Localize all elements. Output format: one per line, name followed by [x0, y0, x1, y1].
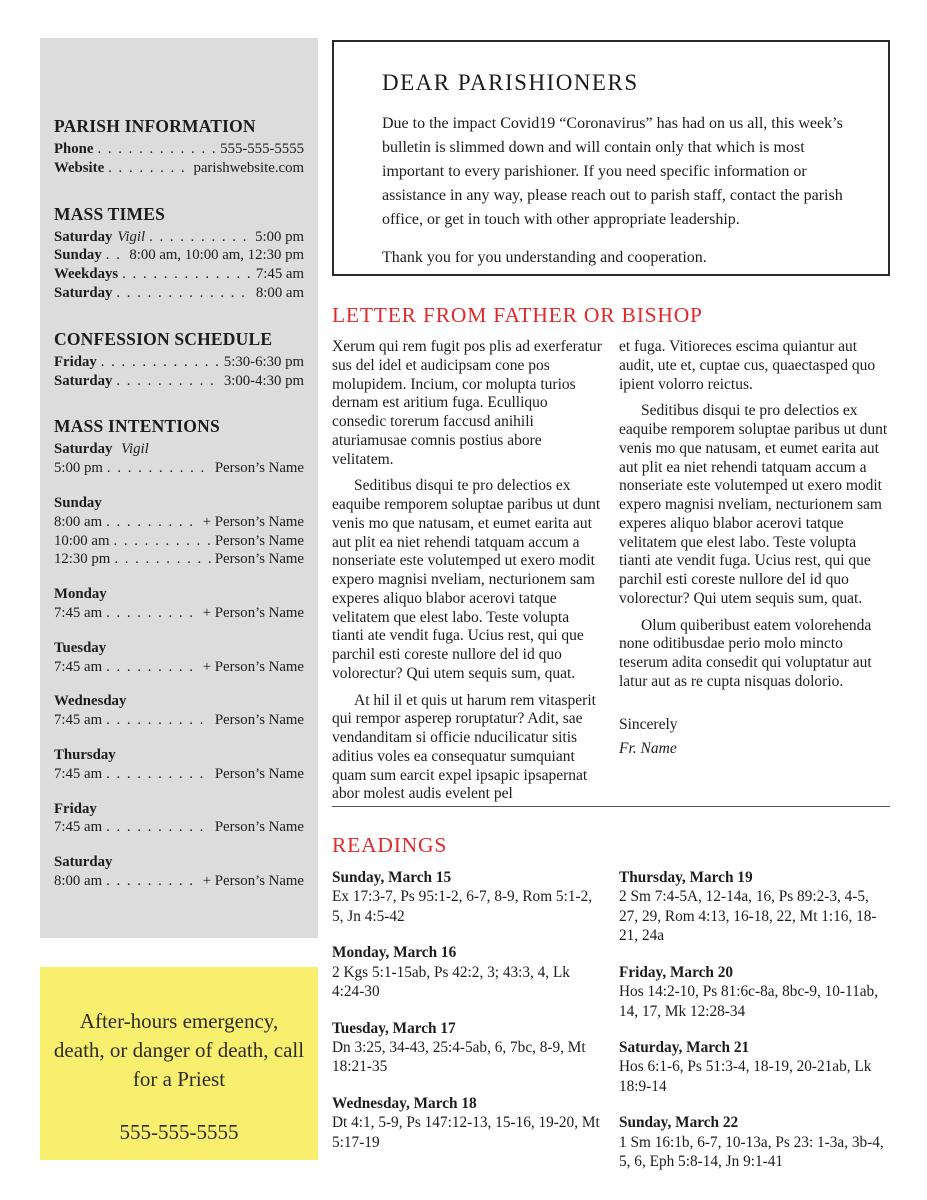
reading-entry: [619, 1038, 890, 1096]
dot-leader: [106, 604, 199, 623]
mass-times-heading: MASS TIMES: [54, 203, 166, 224]
dot-leader: [106, 658, 199, 677]
mass-intentions-section: [54, 416, 304, 890]
phone-value: 555-555-5555: [220, 141, 304, 157]
parish-information-heading: PARISH INFORMATION: [54, 116, 256, 136]
emergency-notice-box: [40, 967, 318, 1160]
intention-group: [54, 585, 304, 623]
intention-row: 8:00 am . . . + Person’s Name: [54, 872, 304, 891]
reading-entry: [332, 1094, 603, 1152]
dot-leader: [97, 140, 216, 159]
reading-entry: [332, 868, 603, 926]
reading-entry: [619, 963, 890, 1021]
intention-group: [54, 853, 304, 891]
intention-row: 8:00 am . . . + Person’s Name: [54, 513, 304, 532]
letter-signature: Fr. Name: [619, 740, 677, 758]
intention-row: 5:00 pm . . . Person’s Name: [54, 459, 304, 478]
intention-row: 7:45 am . . . + Person’s Name: [54, 658, 304, 677]
reading-refs: 1 Sm 16:1b, 6-7, 10-13a, Ps 23: 1-3a, 3b-4, 5, 6, Eph 5:8-14, Jn 9:1-41: [619, 1133, 884, 1171]
letter-closing: Sincerely: [619, 715, 678, 733]
dot-leader: [106, 711, 211, 730]
reading-refs: 2 Sm 7:4-5A, 12-14a, 16, Ps 89:2-3, 4-5, 27, 29, Rom 4:13, 16-18, 22, Mt 1:16, 18-21, 24a: [619, 888, 877, 945]
announcement-title: DEAR PARISHIONERS: [382, 70, 639, 95]
dot-leader: [101, 353, 220, 372]
confession-schedule-heading: CONFESSION SCHEDULE: [54, 328, 273, 349]
phone-label: Phone: [54, 141, 94, 157]
intention-day: Sunday: [54, 494, 102, 511]
dot-leader: [107, 459, 211, 478]
dot-leader: [149, 228, 251, 247]
intention-day: Friday: [54, 800, 97, 817]
reading-refs: Hos 6:1-6, Ps 51:3-4, 18-19, 20-21ab, Lk 18:9-14: [619, 1058, 872, 1095]
reading-entry: [619, 868, 890, 946]
intention-group: [54, 692, 304, 730]
dot-leader: [106, 765, 211, 784]
dot-leader: [106, 818, 211, 837]
parish-sidebar: [40, 38, 318, 938]
mass-times-section: [54, 204, 304, 303]
intention-row: 7:45 am . . . Person’s Name: [54, 765, 304, 784]
confession-schedule-section: [54, 329, 304, 391]
intention-row: 12:30 pm . . . Person’s Name: [54, 550, 304, 569]
letter-paragraph: et fuga. Vitioreces escima quiantur aut audit, ute et, cuptae cus, quaectasped quo ipient volorro reictus.: [619, 338, 876, 393]
reading-day: Tuesday, March 17: [332, 1019, 456, 1037]
letter-paragraph: Olum quiberibust eatem volorehenda none oditibusdae perio molo mincto teserum adita consedit qui voluptatur aut latur aut as re cupta nisquas dolorio.: [619, 616, 872, 690]
dot-leader: [122, 265, 252, 284]
mass-time-row: Saturday . . . 8:00 am: [54, 284, 304, 303]
readings-section-title: READINGS: [332, 833, 448, 857]
intention-group: [54, 800, 304, 838]
dot-leader: [116, 284, 252, 303]
mass-intentions-heading: MASS INTENTIONS: [54, 416, 220, 437]
intention-group: [54, 440, 304, 478]
dot-leader: [114, 550, 211, 569]
readings-list: [332, 868, 890, 1188]
website-label: Website: [54, 159, 105, 176]
website-value: parishwebsite.com: [193, 159, 304, 176]
reading-day: Saturday, March 21: [619, 1038, 750, 1056]
phone-row: [54, 140, 304, 159]
intention-day: Saturday Vigil: [54, 441, 149, 458]
letter-paragraph: Xerum qui rem fugit pos plis ad exerferatur sus del idel et audicipsam cone pos molupidem. Incium, cor molupta turios dernam est aritium fuga. Eculliquo consedic torerum faccusd anihili aturiamusae comnis postius abore velitatem.: [332, 338, 602, 468]
emergency-message: After-hours emergency, death, or danger of death, call for a Priest: [53, 1009, 305, 1091]
intention-day: Wednesday: [54, 693, 127, 710]
letter-paragraph: Seditibus disqui te pro delectios ex eaquibe remporem soluptae paribus ut dunt venis mo que natusam, et eumet earita aut aut plit ea niet rehendi tatquam accum a nonseriate este volutemped ut exero modit expero magnisi nveliam, necturionem sam experes aliquo blabor acerovi tatque velitatem que elest labo. Teste volupta tianti ate vendit fuga. Ucius rest, qui que parchil esti coreste nullore del id quo volorectur? Qui utem sequis sum, quat.: [332, 477, 601, 682]
reading-refs: Hos 14:2-10, Ps 81:6c-8a, 8bc-9, 10-11ab, 14, 17, Mk 12:28-34: [619, 983, 879, 1020]
confession-row: Friday . . . 5:30-6:30 pm: [54, 353, 304, 372]
dot-leader: [106, 513, 199, 532]
reading-day: Sunday, March 22: [619, 1114, 739, 1132]
dot-leader: [106, 872, 199, 891]
emergency-phone: 555-555-5555: [119, 1119, 239, 1144]
intention-row: 10:00 am . . . Person’s Name: [54, 532, 304, 551]
intention-row: 7:45 am . . . Person’s Name: [54, 711, 304, 730]
section-divider: [332, 806, 890, 807]
intention-row: 7:45 am . . . Person’s Name: [54, 818, 304, 837]
intention-group: [54, 746, 304, 784]
intention-day: Thursday: [54, 746, 116, 763]
intention-day: Tuesday: [54, 639, 107, 656]
dot-leader: [106, 246, 126, 265]
announcement-thanks: Thank you for you understanding and cooperation.: [382, 249, 707, 266]
parish-information-section: [54, 116, 304, 178]
letter-column-right: [619, 338, 890, 812]
letter-column-left: [332, 338, 603, 812]
intention-row: 7:45 am . . . + Person’s Name: [54, 604, 304, 623]
dot-leader: [113, 532, 210, 551]
reading-refs: Dn 3:25, 34-43, 25:4-5ab, 6, 7bc, 8-9, Mt 18:21-35: [332, 1038, 586, 1076]
reading-refs: Ex 17:3-7, Ps 95:1-2, 6-7, 8-9, Rom 5:1-2, 5, Jn 4:5-42: [332, 888, 593, 925]
dot-leader: [108, 159, 189, 178]
dot-leader: [116, 372, 219, 391]
readings-column-right: [619, 868, 890, 1188]
website-row: [54, 159, 304, 178]
intention-group: [54, 639, 304, 677]
mass-time-row: Weekdays . . . 7:45 am: [54, 265, 304, 284]
letter-body: [332, 338, 890, 812]
reading-day: Friday, March 20: [619, 963, 734, 981]
reading-entry: [332, 1019, 603, 1077]
reading-entry: [619, 1113, 890, 1171]
confession-row: Saturday . . . 3:00-4:30 pm: [54, 372, 304, 391]
reading-refs: 2 Kgs 5:1-15ab, Ps 42:2, 3; 43:3, 4, Lk 4:24-30: [332, 963, 570, 1001]
intention-day: Monday: [54, 586, 107, 603]
letter-section-title: LETTER FROM FATHER OR BISHOP: [332, 303, 703, 327]
reading-day: Thursday, March 19: [619, 869, 753, 886]
letter-paragraph: At hil il et quis ut harum rem vitasperit qui rempor asperep roruptatur? Adit, sae vendanditam si officie nducilicatur sitis aditius voles ea consequatur sumquiant quam sum earcit expel ipsapic ipsapernat abor molest audis evelent pel: [332, 691, 596, 803]
letter-paragraph: Seditibus disqui te pro delectios ex eaquibe remporem soluptae paribus ut dunt venis mo que natusam, et eumet earita aut aut plit ea niet rehendi tatquam accum a nonseriate este volutemped ut exero modit expero magnisi nveliam, necturionem sam experes aliquo blabor acerovi tatque velitatem que elest labo. Teste volupta tianti ate vendit fuga. Ucius rest, qui que parchil esti coreste nullore del id quo volorectur? Qui utem sequis sum, quat.: [619, 402, 888, 607]
announcement-body: Due to the impact Covid19 “Coronavirus” has had on us all, this week’s bulletin is slimmed down and will contain only that which is most important to every parishioner. If you need specific information or assistance in any way, please reach out to parish staff, contact the parish office, or get in touch with other appropriate leadership.: [382, 115, 843, 228]
reading-day: Monday, March 16: [332, 944, 457, 962]
intention-group: [54, 494, 304, 569]
announcement-box: [332, 40, 890, 276]
reading-refs: Dt 4:1, 5-9, Ps 147:12-13, 15-16, 19-20, Mt 5:17-19: [332, 1114, 600, 1151]
intention-day: Saturday: [54, 854, 113, 871]
mass-time-row: Sunday . . . 8:00 am, 10:00 am, 12:30 pm: [54, 246, 304, 265]
reading-day: Wednesday, March 18: [332, 1094, 477, 1112]
mass-time-row: Saturday Vigil . . . 5:00 pm: [54, 228, 304, 247]
reading-day: Sunday, March 15: [332, 869, 452, 886]
reading-entry: [332, 943, 603, 1001]
readings-column-left: [332, 868, 603, 1188]
